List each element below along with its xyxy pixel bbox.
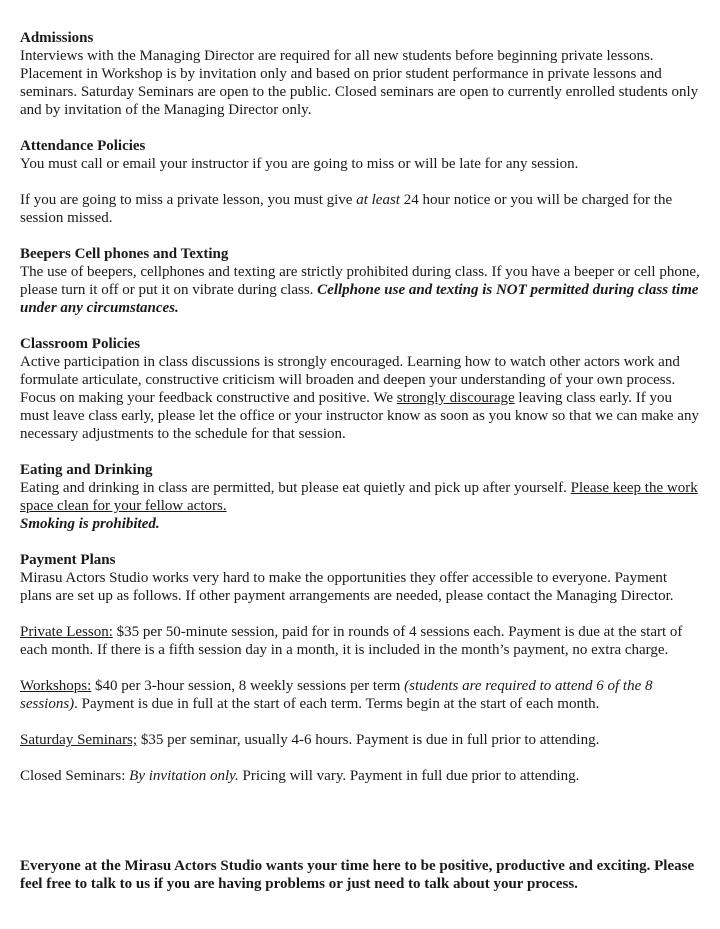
smoking-notice: Smoking is prohibited.: [20, 516, 160, 532]
classroom-text-b: leaving class early. If you must leave class early, please let the office or your instructor know as soon as you know so that we can make any necessary adjustments to the schedule for that session.: [20, 390, 699, 442]
beepers-heading: Beepers Cell phones and Texting: [20, 246, 229, 262]
eating-paragraph: [20, 479, 700, 515]
classroom-heading: Classroom Policies: [20, 336, 141, 352]
workshops-text-b: . Payment is due in full at the start of each term. Terms begin at the start of each month.: [74, 696, 600, 712]
beepers-section: [20, 245, 700, 317]
closed-seminars-label: Closed Seminars:: [20, 768, 130, 784]
attendance-paragraph2: [20, 191, 700, 227]
eating-text: Eating and drinking in class are permitted, but please eat quietly and pick up after yourself.: [20, 480, 571, 496]
attendance-p2-start: If you are going to miss a private lesson, you must give: [20, 192, 357, 208]
beepers-paragraph: [20, 263, 700, 317]
eating-underline: Please keep the work space clean for your fellow actors.: [20, 480, 698, 514]
private-lesson-text: $35 per 50-minute session, paid for in rounds of 4 sessions each. Payment is due at the start of each month. If there is a fifth session day in a month, it is included in the month’s payment, no extra charge.: [20, 624, 683, 658]
attendance-p2-emphasis: at least: [356, 192, 400, 208]
attendance-p2-end: 24 hour notice or you will be charged for the session missed.: [20, 192, 673, 226]
closed-seminars-emphasis: By invitation only.: [129, 768, 239, 784]
closed-seminars-paragraph: [20, 767, 700, 785]
closing-section: [20, 857, 700, 893]
classroom-section: [20, 335, 700, 443]
workshops-paragraph: [20, 677, 700, 713]
workshops-label: Workshops:: [20, 678, 92, 694]
payment-intro: Mirasu Actors Studio works very hard to make the opportunities they offer accessible to everyone. Payment plans are set up as follows. If other payment arrangements are needed, please contact the Managing Director.: [20, 570, 674, 604]
admissions-heading: Admissions: [20, 30, 94, 46]
workshops-emphasis: (students are required to attend 6 of the 8 sessions): [20, 678, 653, 712]
workshops-text-a: $40 per 3-hour session, 8 weekly sessions per term: [91, 678, 405, 694]
beepers-text: The use of beepers, cellphones and texting are strictly prohibited during class. If you have a beeper or cell phone, please turn it off or put it on vibrate during class.: [20, 264, 700, 298]
closing-statement: Everyone at the Mirasu Actors Studio wants your time here to be positive, productive and exciting. Please feel free to talk to us if you are having problems or just need to talk about your process.: [20, 858, 695, 892]
attendance-line1: You must call or email your instructor if you are going to miss or will be late for any session.: [20, 156, 579, 172]
classroom-underline: strongly discourage: [396, 390, 515, 406]
admissions-section: [20, 29, 700, 119]
classroom-paragraph: [20, 353, 700, 443]
private-lesson-label: Private Lesson:: [20, 624, 113, 640]
classroom-text-a: Active participation in class discussions is strongly encouraged. Learning how to watch other actors work and formulate articulate, constructive criticism will broaden and deepen your understanding of your own process. Focus on making your feedback constructive and positive. We: [20, 354, 680, 406]
attendance-section: [20, 137, 700, 227]
saturday-seminars-text: $35 per seminar, usually 4-6 hours. Payment is due in full prior to attending.: [137, 732, 600, 748]
payment-heading: Payment Plans: [20, 552, 116, 568]
admissions-text: Interviews with the Managing Director are required for all new students before beginning private lessons. Placement in Workshop is by invitation only and based on prior student performance in private lessons and seminars. Saturday Seminars are open to the public. Closed seminars are open to currently enrolled students only and by invitation of the Managing Director only.: [20, 48, 699, 118]
payment-section: [20, 551, 700, 785]
private-lesson-paragraph: [20, 623, 700, 659]
saturday-seminars-label: Saturday Seminars;: [20, 732, 138, 748]
attendance-heading: Attendance Policies: [20, 138, 146, 154]
closed-seminars-text: Pricing will vary. Payment in full due prior to attending.: [238, 768, 580, 784]
saturday-seminars-paragraph: [20, 731, 700, 749]
beepers-strong-text: Cellphone use and texting is NOT permitted during class time under any circumstances.: [20, 282, 699, 316]
eating-heading: Eating and Drinking: [20, 462, 153, 478]
eating-section: [20, 461, 700, 533]
